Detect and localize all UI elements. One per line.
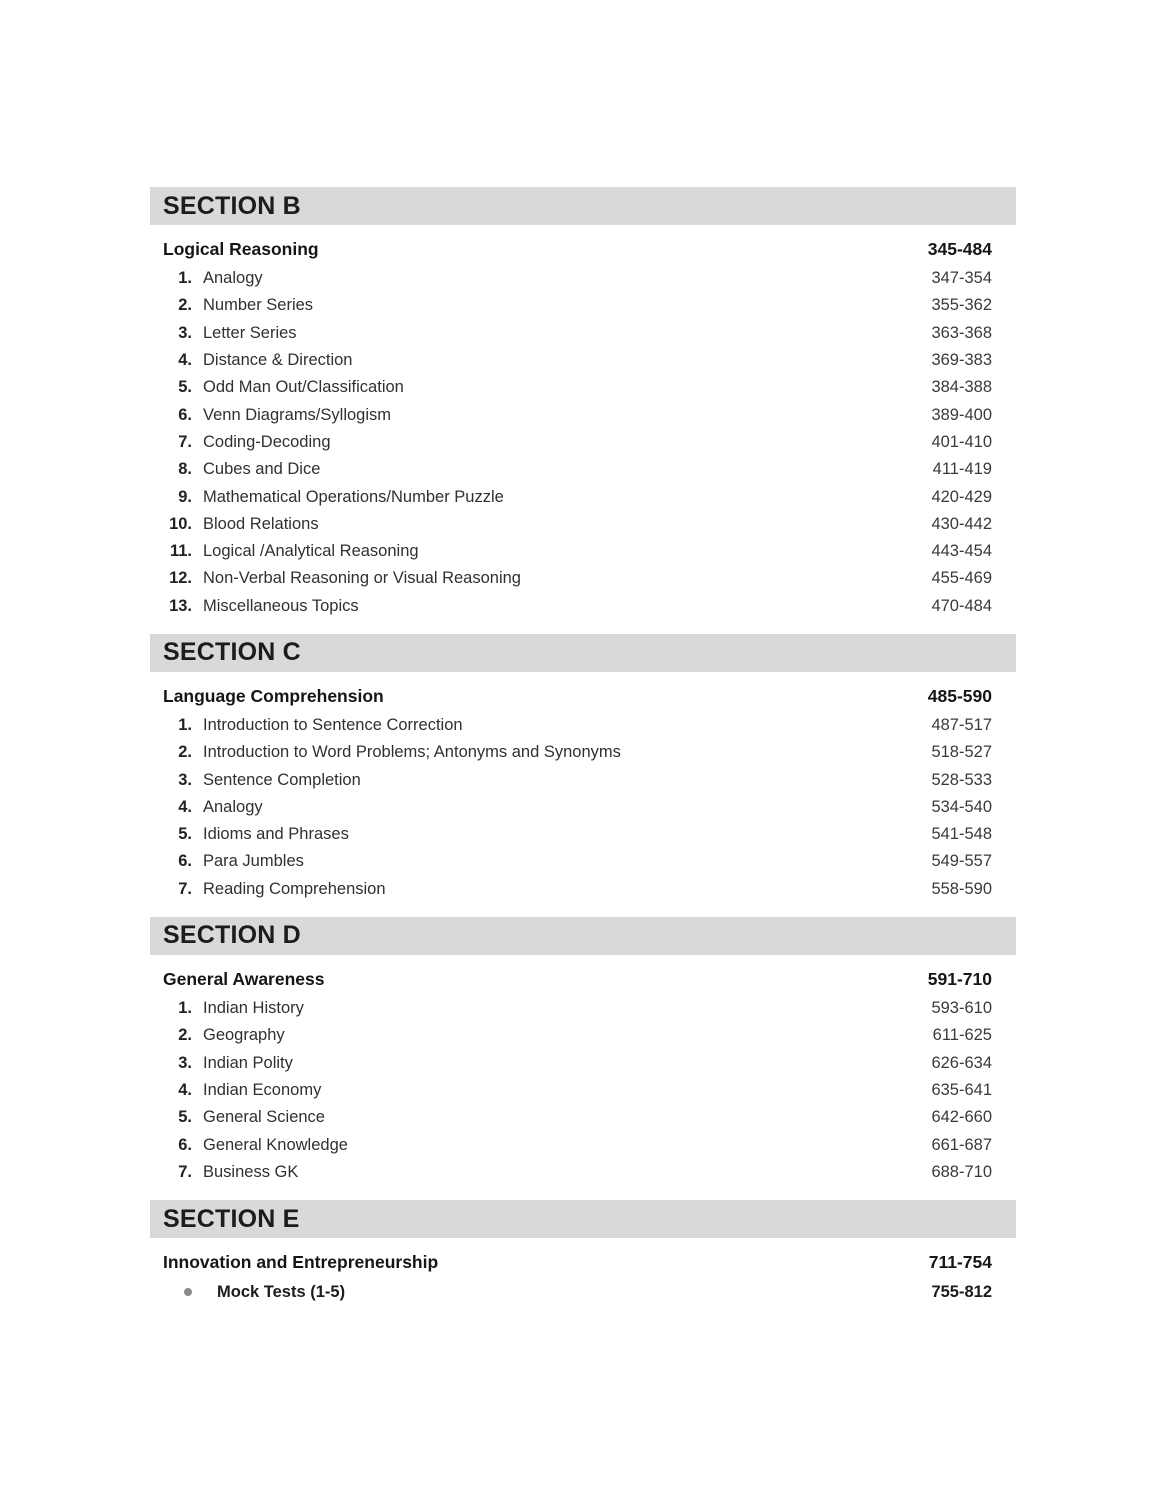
toc-entry-label: Introduction to Sentence Correction — [203, 716, 463, 734]
toc-entry-label: Analogy — [203, 797, 263, 816]
toc-entry-row — [150, 821, 1016, 848]
toc-entry-label: Analogy — [203, 269, 263, 288]
toc-entry-page-range: 355-362 — [931, 296, 992, 315]
section-header-bar — [150, 917, 1016, 955]
toc-entry-number: 11. — [169, 542, 192, 561]
toc-entry-page-range: 558-590 — [931, 879, 992, 898]
section-page-range: 485-590 — [927, 685, 992, 706]
toc-entry-number: 2. — [178, 1026, 192, 1045]
toc-entry-label: Non-Verbal Reasoning or Visual Reasoning — [203, 569, 521, 588]
toc-entry-row — [150, 739, 1016, 766]
toc-entry-number: 7. — [178, 432, 192, 451]
section-title-row — [150, 234, 1016, 265]
toc-entry-page-range: 347-354 — [931, 269, 992, 288]
toc-entry-number: 12. — [169, 569, 192, 588]
toc-entry-page-range: 593-610 — [931, 999, 992, 1018]
section-title-row — [150, 964, 1016, 995]
toc-entry-label: Indian Polity — [203, 1053, 293, 1072]
toc-entry-page-range: 688-710 — [931, 1162, 992, 1181]
toc-entry-page-range: 363-368 — [931, 323, 992, 342]
toc-entry-label: Distance & Direction — [203, 351, 353, 370]
toc-entry-page-range: 755-812 — [931, 1282, 992, 1301]
toc-entry-number: 3. — [178, 323, 192, 342]
toc-entry-page-range: 487-517 — [931, 716, 992, 734]
toc-entry-row — [150, 511, 1016, 538]
toc-entry-page-range: 430-442 — [931, 514, 992, 533]
toc-entry-label: Blood Relations — [203, 514, 319, 533]
toc-entry-label: Reading Comprehension — [203, 879, 386, 898]
toc-entry-number: 2. — [178, 743, 192, 762]
toc-entry-row — [150, 1159, 1016, 1186]
toc-entry-page-range: 455-469 — [931, 569, 992, 588]
section-page-range: 591-710 — [927, 968, 992, 989]
toc-entry-page-range: 549-557 — [931, 852, 992, 871]
toc-entry-row — [150, 456, 1016, 483]
section-title: Language Comprehension — [163, 685, 384, 706]
toc-entry-label: Indian Economy — [203, 1080, 322, 1099]
toc-entry-number: 3. — [178, 770, 192, 789]
toc-entry-label: Miscellaneous Topics — [203, 596, 359, 615]
toc-entry-label: Para Jumbles — [203, 852, 304, 871]
toc-entry-page-range: 534-540 — [931, 797, 992, 816]
toc-entry-page-range: 626-634 — [931, 1053, 992, 1072]
section-header-label: SECTION E — [163, 1204, 300, 1233]
toc-entry-row — [150, 1050, 1016, 1077]
toc-entry-page-range: 518-527 — [931, 743, 992, 762]
toc-entry-row — [150, 1104, 1016, 1131]
toc-entry-number: 4. — [178, 797, 192, 816]
toc-entry-label: Sentence Completion — [203, 770, 361, 789]
toc-entry-label: Introduction to Word Problems; Antonyms and Synonyms — [203, 743, 621, 762]
section-title: Logical Reasoning — [163, 239, 319, 259]
toc-entry-page-range: 661-687 — [931, 1135, 992, 1154]
section-header-label: SECTION D — [163, 921, 301, 950]
toc-entry-number: 1. — [178, 716, 192, 734]
toc-entry-label: Cubes and Dice — [203, 460, 321, 479]
toc-entry-number: 5. — [178, 825, 192, 844]
toc-entry-page-range: 635-641 — [931, 1080, 992, 1099]
toc-entry-row — [150, 1022, 1016, 1049]
toc-entry-number: 13. — [169, 596, 192, 615]
section-header-bar — [150, 187, 1016, 225]
section-header-label: SECTION C — [163, 638, 301, 667]
toc-entry-number: 1. — [178, 999, 192, 1018]
toc-entry-number: 8. — [178, 460, 192, 479]
toc-entry-label: Coding-Decoding — [203, 432, 331, 451]
toc-entry-row — [150, 483, 1016, 510]
section-title-row — [150, 681, 1016, 712]
section-page-range: 711-754 — [928, 1252, 992, 1273]
toc-entry-number: 2. — [178, 296, 192, 315]
toc-entry-row — [150, 429, 1016, 456]
section-title: Innovation and Entrepreneurship — [163, 1252, 439, 1273]
toc-entry-number: 7. — [178, 879, 192, 898]
toc-entry-number: 5. — [178, 1108, 192, 1127]
toc-entry-label: Letter Series — [203, 323, 297, 342]
toc-entry-label: Indian History — [203, 999, 304, 1018]
toc-entry-row — [150, 766, 1016, 793]
table-of-contents — [150, 187, 1016, 1306]
toc-entry-number: 4. — [178, 1080, 192, 1099]
toc-entry-page-range: 401-410 — [931, 432, 992, 451]
toc-entry-number: 6. — [178, 405, 192, 424]
toc-entry-label: Venn Diagrams/Syllogism — [203, 405, 391, 424]
toc-entry-row — [150, 538, 1016, 565]
toc-entry-number: 1. — [178, 269, 192, 288]
toc-entry-number: 7. — [178, 1162, 192, 1181]
toc-entry-page-range: 642-660 — [931, 1108, 992, 1127]
bullet-icon — [184, 1288, 192, 1296]
toc-entry-row — [150, 876, 1016, 903]
section-title-row — [150, 1247, 1016, 1278]
toc-entry-row — [150, 995, 1016, 1022]
toc-entry-page-range: 420-429 — [931, 487, 992, 506]
toc-entry-row — [150, 712, 1016, 739]
toc-entry-label: Odd Man Out/Classification — [203, 378, 404, 397]
toc-entry-number: 6. — [178, 1135, 192, 1154]
toc-entry-row — [150, 347, 1016, 374]
toc-entry-page-range: 384-388 — [931, 378, 992, 397]
section-title: General Awareness — [163, 968, 325, 989]
toc-entry-row — [150, 794, 1016, 821]
toc-entry-number: 5. — [178, 378, 192, 397]
toc-entry-label: Business GK — [203, 1162, 299, 1181]
toc-entry-label: Mock Tests (1-5) — [217, 1282, 346, 1301]
toc-entry-row — [150, 265, 1016, 292]
toc-entry-number: 9. — [178, 487, 192, 506]
toc-entry-row — [150, 292, 1016, 319]
toc-entry-row — [150, 848, 1016, 875]
toc-entry-page-range: 369-383 — [931, 351, 992, 370]
section-header-bar — [150, 634, 1016, 672]
toc-entry-row — [150, 320, 1016, 347]
toc-entry-row — [150, 401, 1016, 428]
toc-entry-number: 3. — [178, 1053, 192, 1072]
toc-entry-label: Idioms and Phrases — [203, 825, 349, 844]
toc-entry-page-range: 389-400 — [931, 405, 992, 424]
toc-entry-page-range: 470-484 — [931, 596, 992, 615]
toc-entry-row — [150, 1131, 1016, 1158]
toc-entry-number: 10. — [169, 514, 192, 533]
section-header-label: SECTION B — [163, 191, 301, 220]
toc-entry-page-range: 443-454 — [931, 542, 992, 561]
toc-entry-page-range: 541-548 — [931, 825, 992, 844]
section-header-bar — [150, 1200, 1016, 1238]
toc-entry-row — [150, 593, 1016, 620]
section-page-range: 345-484 — [927, 239, 992, 259]
toc-entry-row — [150, 374, 1016, 401]
toc-entry-label: Logical /Analytical Reasoning — [203, 542, 419, 561]
toc-entry-row — [150, 565, 1016, 592]
toc-entry-page-range: 528-533 — [931, 770, 992, 789]
toc-entry-label: General Knowledge — [203, 1135, 348, 1154]
toc-entry-page-range: 611-625 — [932, 1026, 992, 1045]
toc-entry-label: Number Series — [203, 296, 314, 315]
toc-entry-page-range: 411-419 — [932, 460, 992, 479]
toc-entry-label: Mathematical Operations/Number Puzzle — [203, 487, 504, 506]
toc-entry-label: General Science — [203, 1108, 325, 1127]
toc-entry-label: Geography — [203, 1026, 285, 1045]
toc-bullet-entry-row — [150, 1278, 1016, 1306]
toc-entry-number: 4. — [178, 351, 192, 370]
toc-entry-row — [150, 1077, 1016, 1104]
toc-entry-number: 6. — [178, 852, 192, 871]
